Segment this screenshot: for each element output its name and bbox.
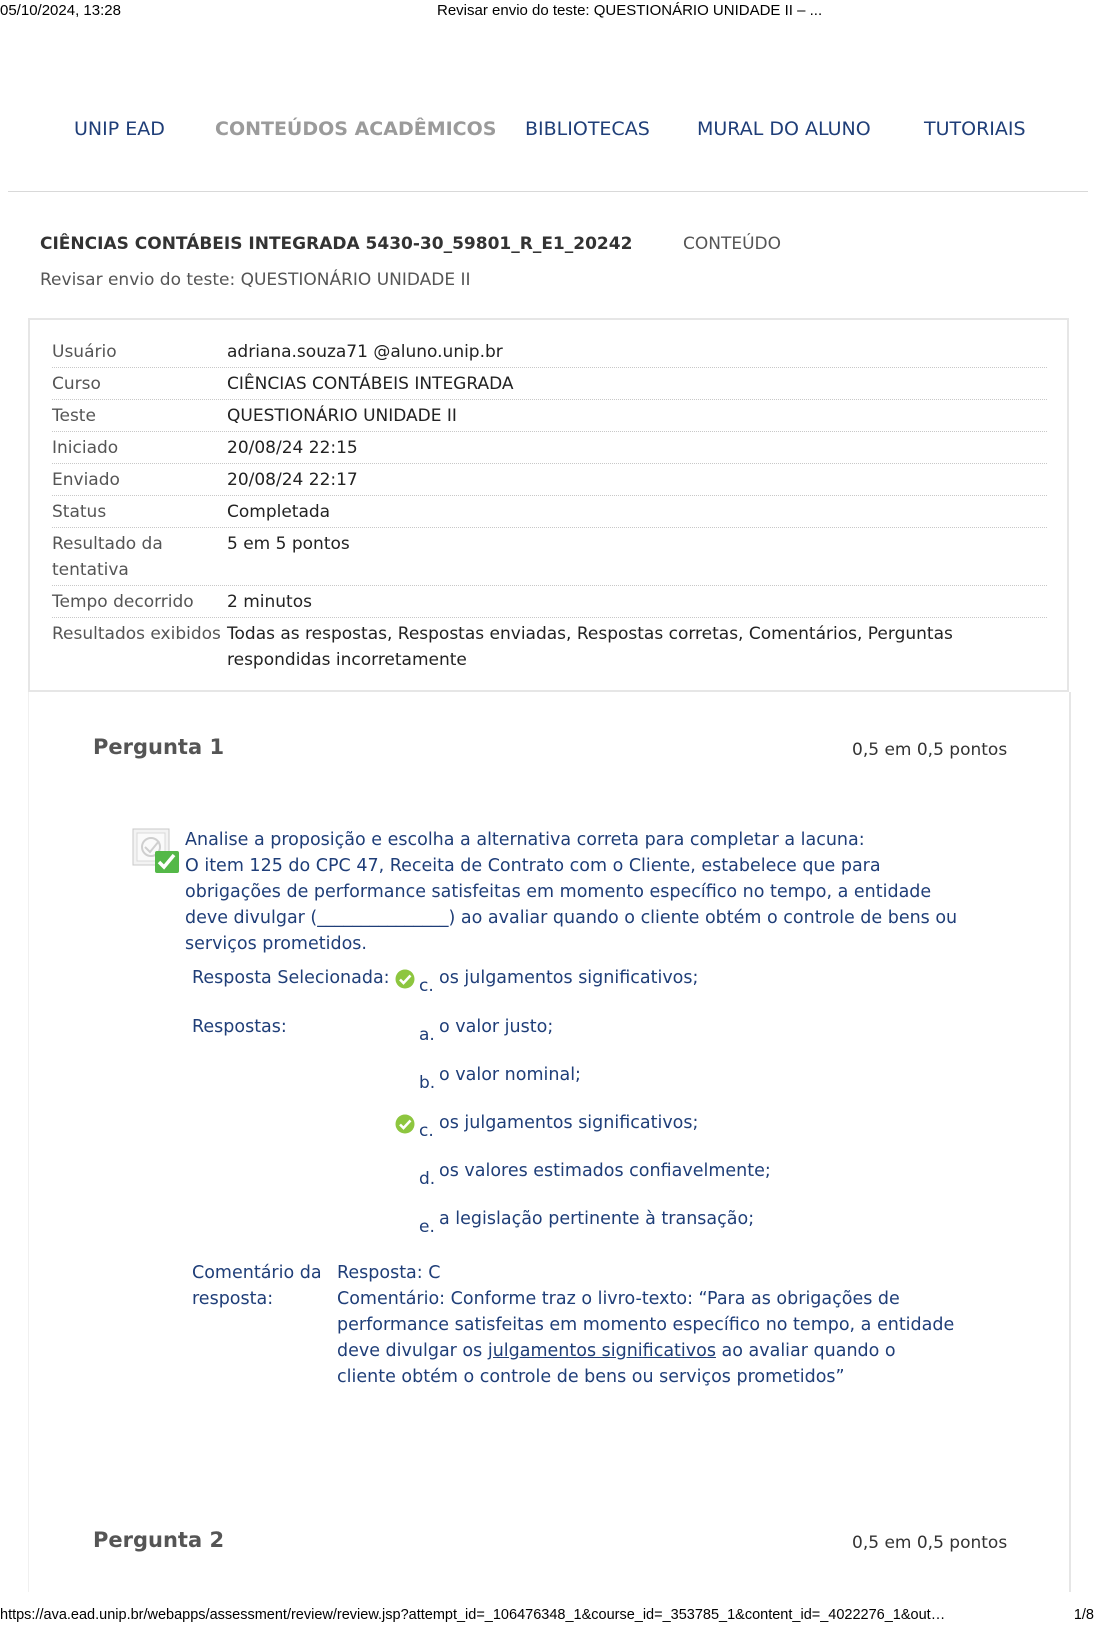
answer-letter: d. — [419, 1169, 436, 1189]
answers-label: Respostas: — [192, 1017, 287, 1037]
print-header — [0, 0, 1096, 24]
info-value: adriana.souza71 @aluno.unip.br — [227, 342, 503, 362]
print-title: Revisar envio do teste: QUESTIONÁRIO UNIDADE II – ... — [437, 2, 823, 19]
comment-before: Comentário: Conforme traz o livro-texto: “Para as obrigações de performance satisfeitas em momento específico no tempo, a entidade deve divulgar os — [337, 1289, 955, 1361]
print-page-number: 1/8 — [1073, 1607, 1094, 1623]
course-title: CIÊNCIAS CONTÁBEIS INTEGRADA 5430-30_59801_R_E1_20242 — [40, 234, 633, 254]
check-icon — [395, 1114, 415, 1134]
nav-bibliotecas[interactable]: BIBLIOTECAS — [525, 118, 650, 140]
info-value: Completada — [227, 502, 331, 522]
comment-body — [337, 1286, 957, 1390]
answer-text: o valor justo; — [439, 1017, 554, 1037]
info-label: Enviado — [52, 470, 120, 490]
course-content-link[interactable]: CONTEÚDO — [683, 234, 782, 254]
question-2-points: 0,5 em 0,5 pontos — [852, 1533, 1008, 1553]
nav-divider — [8, 191, 1088, 192]
info-row-status — [52, 496, 1047, 528]
correct-answer-icon — [131, 827, 179, 875]
info-row-curso — [52, 368, 1047, 400]
selected-answer-label: Resposta Selecionada: — [192, 968, 390, 988]
attempt-info-table — [52, 336, 1047, 675]
print-url: https://ava.ead.unip.br/webapps/assessment/review/review.jsp?attempt_id=_106476348_1&course_id=_353785_1&content_id=_4022276_1&out… — [0, 1607, 946, 1623]
question-2-title: Pergunta 2 — [93, 1528, 225, 1552]
question-1-text — [185, 827, 965, 957]
answer-letter: c. — [419, 1121, 434, 1141]
answer-option-d — [395, 1161, 771, 1189]
nav-tutoriais[interactable]: TUTORIAIS — [924, 118, 1026, 140]
question-1-statement: O item 125 do CPC 47, Receita de Contrato com o Cliente, estabelece que para obrigações de performance satisfeitas em momento específico no tempo, a entidade deve divulgar (_______________) ao avaliar quando o cliente obtém o controle de bens ou serviços prometidos. — [185, 856, 958, 954]
nav-mural-do-aluno[interactable]: MURAL DO ALUNO — [697, 118, 871, 140]
nav-conteudos-academicos[interactable]: CONTEÚDOS ACADÊMICOS — [215, 118, 497, 140]
answer-letter: a. — [419, 1025, 435, 1045]
info-row-resultado — [52, 528, 1047, 586]
breadcrumb: Revisar envio do teste: QUESTIONÁRIO UNIDADE II — [40, 270, 471, 290]
print-date: 05/10/2024, 13:28 — [0, 2, 121, 19]
answer-option-a — [395, 1017, 554, 1045]
answer-text: a legislação pertinente à transação; — [439, 1209, 755, 1229]
top-navigation — [0, 118, 1096, 148]
info-value: 5 em 5 pontos — [227, 534, 350, 554]
question-1-prompt: Analise a proposição e escolha a alternativa correta para completar a lacuna: — [185, 830, 865, 850]
answer-text: os julgamentos significativos; — [439, 1113, 699, 1133]
comment-label: Comentário da resposta: — [192, 1263, 322, 1309]
answer-text: os julgamentos significativos; — [439, 968, 699, 988]
answer-option-e — [395, 1209, 755, 1237]
info-label: Curso — [52, 374, 101, 394]
print-footer — [0, 1605, 1096, 1627]
question-1-points: 0,5 em 0,5 pontos — [852, 740, 1008, 760]
content-right-border — [1069, 692, 1071, 1592]
nav-unip-ead[interactable]: UNIP EAD — [74, 118, 165, 140]
content-left-border — [28, 692, 29, 1592]
comment-after: ao avaliar quando o cliente obtém o controle de bens ou serviços prometidos” — [337, 1341, 896, 1387]
info-label: Resultado da tentativa — [52, 534, 163, 580]
info-value: CIÊNCIAS CONTÁBEIS INTEGRADA — [227, 374, 514, 394]
answer-letter: e. — [419, 1217, 435, 1237]
info-value: 2 minutos — [227, 592, 312, 612]
check-icon — [395, 969, 415, 989]
info-row-teste — [52, 400, 1047, 432]
info-label: Usuário — [52, 342, 117, 362]
info-label: Iniciado — [52, 438, 119, 458]
question-1-title: Pergunta 1 — [93, 735, 225, 759]
info-label: Teste — [52, 406, 96, 426]
answer-text: os valores estimados confiavelmente; — [439, 1161, 771, 1181]
info-row-resultados-exibidos — [52, 618, 1047, 675]
comment-highlight: julgamentos significativos — [487, 1341, 716, 1361]
info-value: QUESTIONÁRIO UNIDADE II — [227, 406, 457, 426]
answer-text: o valor nominal; — [439, 1065, 581, 1085]
answer-letter: b. — [419, 1073, 436, 1093]
info-row-tempo — [52, 586, 1047, 618]
attempt-info-box — [28, 318, 1069, 692]
info-value: 20/08/24 22:15 — [227, 438, 358, 458]
comment-answer: Resposta: C — [337, 1263, 441, 1283]
info-row-enviado — [52, 464, 1047, 496]
info-label: Resultados exibidos — [52, 624, 221, 644]
comment-text — [337, 1260, 957, 1390]
info-row-iniciado — [52, 432, 1047, 464]
info-value: Todas as respostas, Respostas enviadas, Respostas corretas, Comentários, Perguntas respondidas incorretamente — [227, 624, 953, 670]
info-value: 20/08/24 22:17 — [227, 470, 358, 490]
selected-answer — [395, 968, 699, 996]
answer-letter: c. — [419, 976, 434, 996]
info-row-usuario — [52, 336, 1047, 368]
answer-option-c — [395, 1113, 699, 1141]
answer-option-b — [395, 1065, 581, 1093]
info-label: Tempo decorrido — [52, 592, 194, 612]
info-label: Status — [52, 502, 107, 522]
